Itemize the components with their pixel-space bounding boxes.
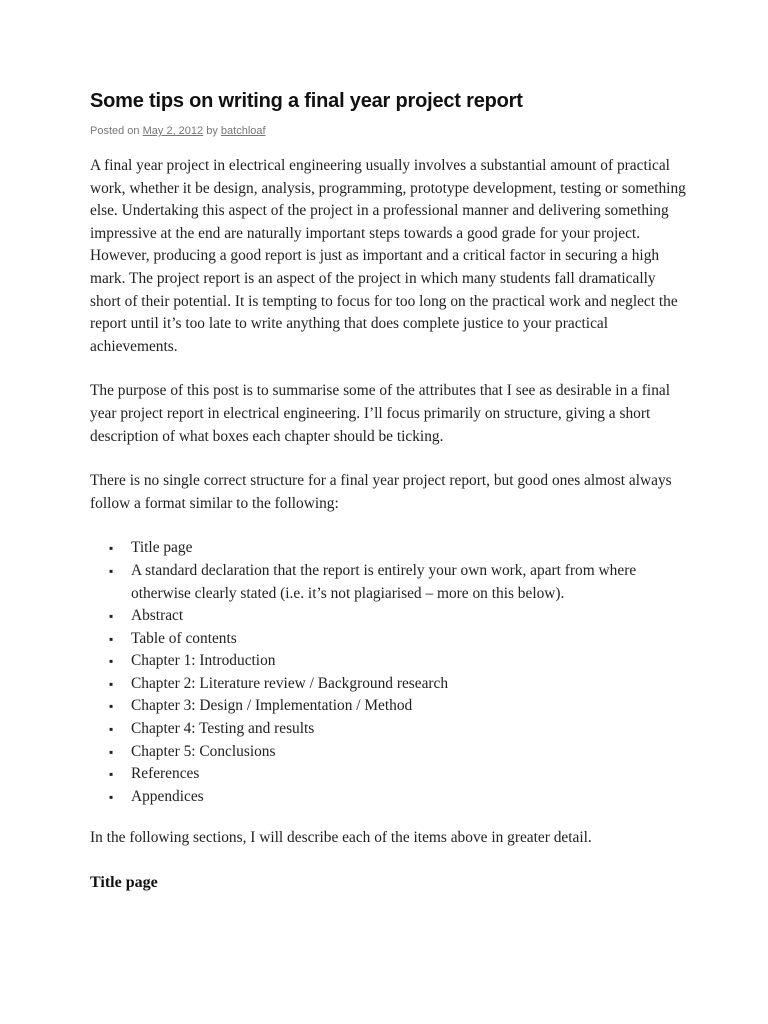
list-item — [109, 763, 690, 786]
list-item-text: Chapter 3: Design / Implementation / Method — [131, 697, 413, 715]
bullet-icon: ▪ — [109, 631, 114, 646]
list-item-text: Chapter 5: Conclusions — [131, 742, 276, 760]
bullet-icon: ▪ — [109, 609, 114, 624]
bullet-icon: ▪ — [109, 699, 114, 714]
structure-paragraph: There is no single correct structure for a final year project report, but good ones almost always follow a format similar to the following: — [90, 472, 672, 512]
post-date-link[interactable]: May 2, 2012 — [142, 125, 204, 137]
list-item — [109, 650, 690, 673]
list-item — [109, 560, 690, 605]
bullet-icon: ▪ — [109, 767, 114, 782]
list-item-text: References — [131, 765, 200, 783]
blog-post — [90, 88, 690, 894]
list-item — [109, 673, 690, 696]
intro-paragraph: A final year project in electrical engineering usually involves a substantial amount of practical work, whether it be design, analysis, programming, prototype development, testing or something else. Undertaking this aspect of the project in a professional manner and delivering something impressive at the end are naturally important steps towards a good grade for your project. However, producing a good report is just as important and a critical factor in securing a high mark. The project report is an aspect of the project in which many students fall dramatically short of their potential. It is tempting to focus for too long on the practical work and neglect the report until it’s too late to write anything that does complete justice to your practical achievements. — [90, 157, 686, 355]
list-item-text: Chapter 1: Introduction — [131, 652, 276, 670]
purpose-paragraph: The purpose of this post is to summarise some of the attributes that I see as desirable in a final year project report in electrical engineering. I’ll focus primarily on structure, giving a short description of what boxes each chapter should be ticking. — [90, 382, 671, 445]
list-item-text: Chapter 4: Testing and results — [131, 720, 315, 738]
by-label: by — [206, 125, 218, 137]
list-item-text: Abstract — [131, 607, 184, 625]
closing-paragraph: In the following sections, I will describe each of the items above in greater detail. — [90, 829, 592, 847]
list-item-text: Chapter 2: Literature review / Background research — [131, 674, 449, 692]
list-item — [109, 786, 690, 809]
list-item-text: Appendices — [131, 787, 204, 805]
post-meta — [90, 124, 690, 138]
section-heading-title-page: Title page — [90, 874, 158, 892]
list-item-text: Title page — [131, 539, 193, 557]
post-title: Some tips on writing a final year project report — [90, 90, 523, 112]
report-structure-list — [90, 537, 690, 808]
list-item — [109, 628, 690, 651]
list-item-text: Table of contents — [131, 629, 237, 647]
list-item — [109, 695, 690, 718]
bullet-icon: ▪ — [109, 744, 114, 759]
list-item — [109, 537, 690, 560]
list-item-text: A standard declaration that the report is entirely your own work, apart from where otherwise clearly stated (i.e. it’s not plagiarised – more on this below). — [131, 561, 637, 602]
list-item — [109, 741, 690, 764]
author-link[interactable]: batchloaf — [220, 125, 266, 137]
list-item — [109, 605, 690, 628]
bullet-icon: ▪ — [109, 654, 114, 669]
bullet-icon: ▪ — [109, 676, 114, 691]
bullet-icon: ▪ — [109, 541, 114, 556]
list-item — [109, 718, 690, 741]
bullet-icon: ▪ — [109, 563, 114, 578]
bullet-icon: ▪ — [109, 789, 114, 804]
post-content — [90, 155, 690, 894]
bullet-icon: ▪ — [109, 722, 114, 737]
posted-on-label: Posted on — [90, 125, 140, 137]
